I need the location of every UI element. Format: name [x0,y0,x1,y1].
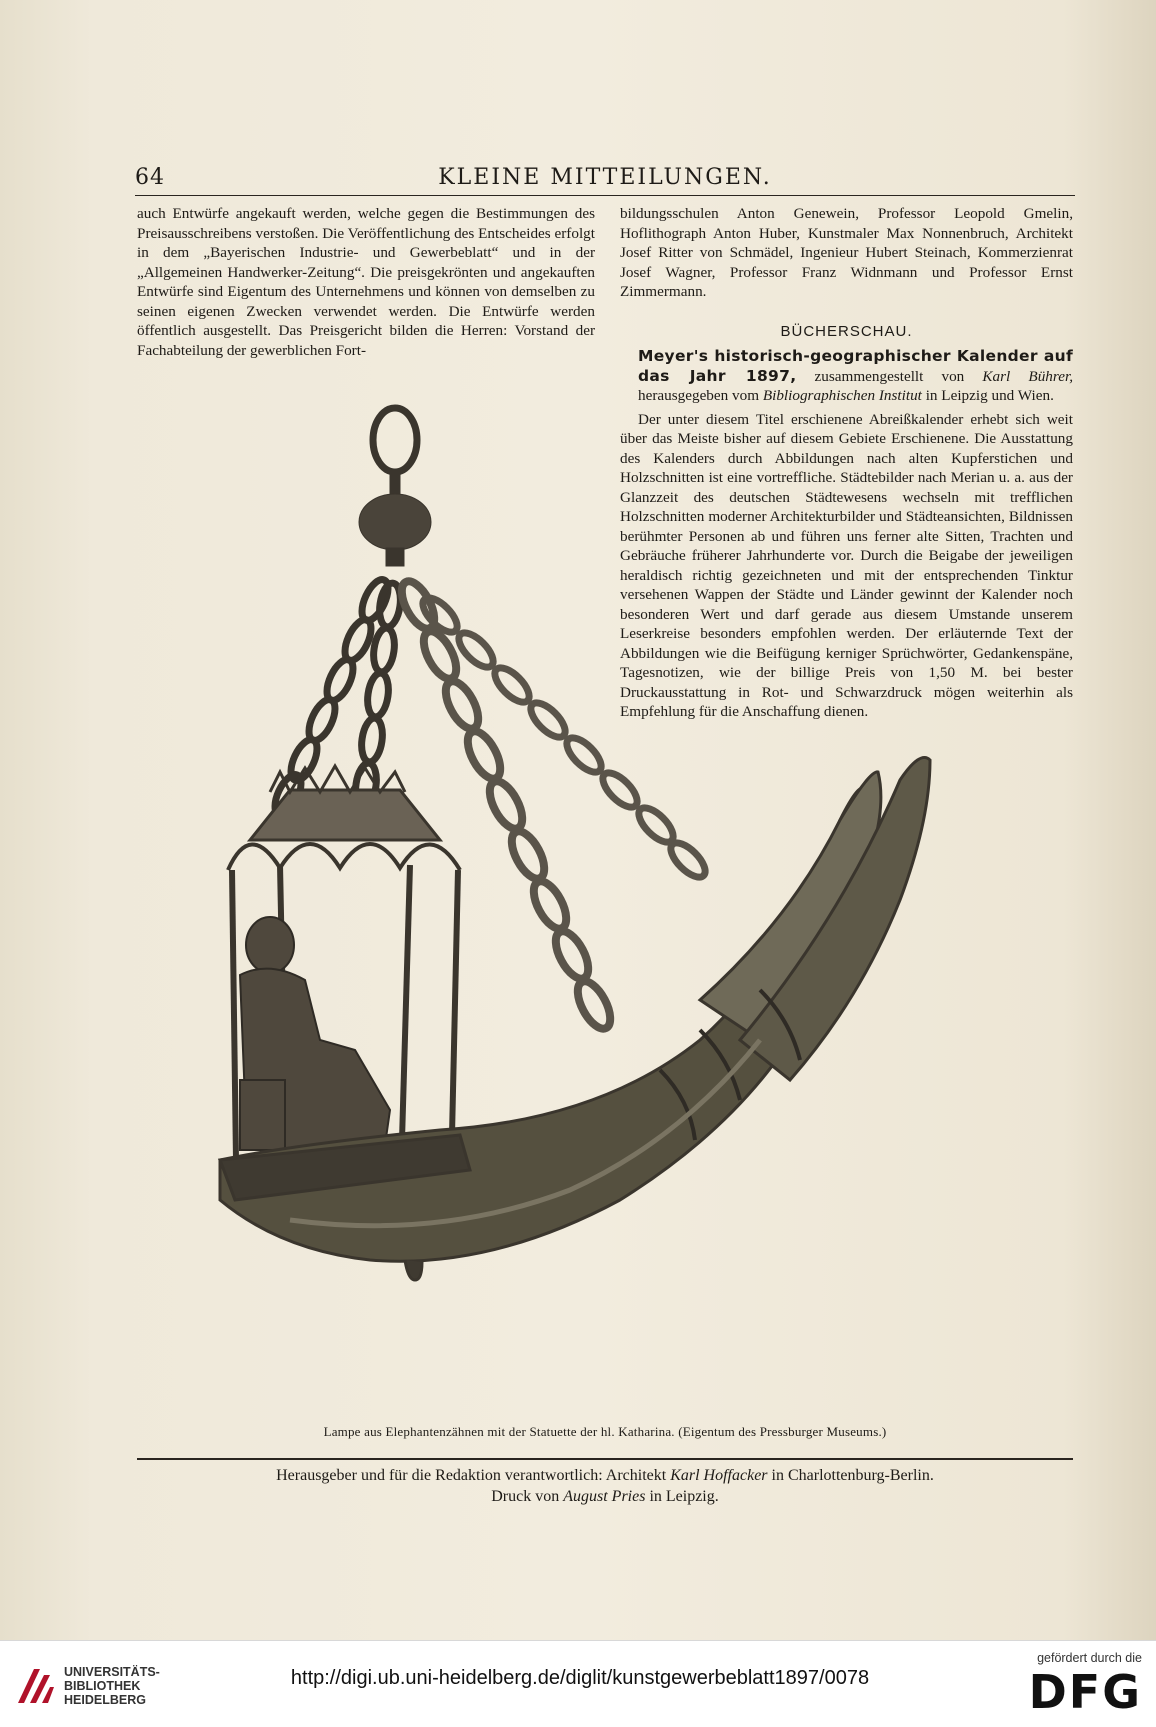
running-head [135,165,1075,191]
imprint-editor-prefix: Herausgeber und für die Redaktion verantwortlich: Architekt [276,1467,667,1484]
imprint-printer-line [137,1486,1073,1507]
editor-name: Karl Hoffacker [670,1467,768,1484]
page-title: KLEINE MITTEILUNGEN. [438,165,772,190]
imprint-printer-prefix: Druck von [491,1488,560,1505]
printer-name: August Pries [563,1488,646,1505]
permalink-url[interactable]: http://digi.ub.uni-heidelberg.de/diglit/kunstgewerbeblatt1897/0078 [290,1667,870,1689]
imprint-editor-line [137,1465,1073,1486]
publisher-prefix: herausgegeben vom [638,387,760,404]
tusk-drip [405,1260,422,1280]
funding-label: gefördert durch die [1037,1651,1142,1665]
left-column [137,204,595,360]
canopy-arches [228,844,460,870]
suspension-ring [373,408,417,472]
publication-place: in Leipzig und Wien. [925,387,1054,404]
library-name [64,1665,160,1707]
dfg-logo: DFG [1028,1665,1142,1719]
funder-credit[interactable] [1002,1651,1142,1717]
library-name-line-1: UNIVERSITÄTS- [64,1665,160,1679]
right-chain [395,576,617,1033]
figure-caption: Lampe aus Elephantenzähnen mit der Statuette der hl. Katharina. (Eigentum des Pressburger Museums.) [323,1424,887,1439]
digitization-footer [0,1640,1156,1727]
section-heading: BÜCHERSCHAU. [780,322,913,340]
book-review: Der unter diesem Titel erschienene Abreißkalender erhebt sich weit über das Meiste bisher auf diesem Gebiete Erschienene. Die Ausstattung des Kalenders durch Abbildungen nach alten Kupferstichen und Holzschnitten ist eine vortreffliche. Städtebilder nach Merian u. a. aus der Glanzzeit des deutschen Städtewesens wechseln mit trefflichen Holzschnitten moderner Architekturbilder und Städteansichten, Bildnissen berühmter Personen ab und führen uns ferner alte Sitten, Trachten und Gebräuche früherer Jahrhunderte vor. Durch die Beigabe der jeweiligen heraldisch richtig gezeichneten und mit der entsprechenden Tinktur versehenen Wappen der Städte und Länder gewinnt der Kalender noch besonderen Wert und darf gerade aus diesem Umstande unserem Leserkreise besonders empfohlen werden. Der erläuternde Text der Abbildungen wie die Beifügung kerniger Sprüchwörter, Gedankenspäne, Tagesnotizen, wie der billige Preis von 1,50 M. bei bester Druckausstattung in Rot- und Schwarzdruck mögen weiterhin als Empfehlung für die Anschaffung dienen. [620,410,1073,720]
compiler-name: Karl Bührer, [982,367,1073,385]
left-column-paragraph: auch Entwürfe angekauft werden, welche gegen die Bestimmungen des Preisausschreibens verstoßen. Die Veröffentlichung des Entscheides erfolgt in dem „Bayerischen Industrie- und Gewerbeblatt“ und in der „Allgemeinen Handwerker-Zeitung“. Die preisgekrönten und angekauften Entwürfe sind Eigentum des Unternehmens und können von demselben zu seinen eigenen Zwecken verwendet werden. Die Entwürfe werden öffentlich ausgestellt. Das Preisgericht bilden die Herren: Vorstand der Fachabteilung der gewerblichen Fort- [137,205,595,359]
third-tusk [740,758,930,1081]
compiled-by: zusammengestellt von [814,367,965,385]
lamp-illustration [140,400,1070,1420]
imprint-editor-suffix: in Charlottenburg-Berlin. [771,1467,934,1484]
book-title: Meyer's historisch-geographischer Kalender auf das Jahr 1897, [638,347,1073,385]
library-name-line-3: HEIDELBERG [64,1693,146,1707]
finial-neck [386,548,404,566]
library-emblem-icon [14,1665,56,1707]
library-name-line-2: BIBLIOTHEK [64,1679,141,1693]
jury-continuation: bildungsschulen Anton Genewein, Professor Leopold Gmelin, Hoflithograph Anton Huber, Kunstmaler Max Nonnenbruch, Architekt Josef Ritter von Schmädel, Ingenieur Hubert Steinach, Kommerzienrat Josef Wagner, Professor Franz Widnmann und Professor Ernst Zimmermann. [620,205,1073,300]
finial-knob [359,494,431,550]
statuette [240,917,390,1150]
page-number: 64 [135,165,165,190]
publisher-name: Bibliographischen Institut [762,387,922,404]
imprint [137,1465,1073,1507]
imprint-rule [137,1458,1073,1460]
university-library-logo[interactable] [14,1655,164,1715]
header-rule [135,195,1075,196]
imprint-printer-suffix: in Leipzig. [649,1488,719,1505]
book-entry [620,347,1073,406]
far-right-chain [417,592,710,882]
